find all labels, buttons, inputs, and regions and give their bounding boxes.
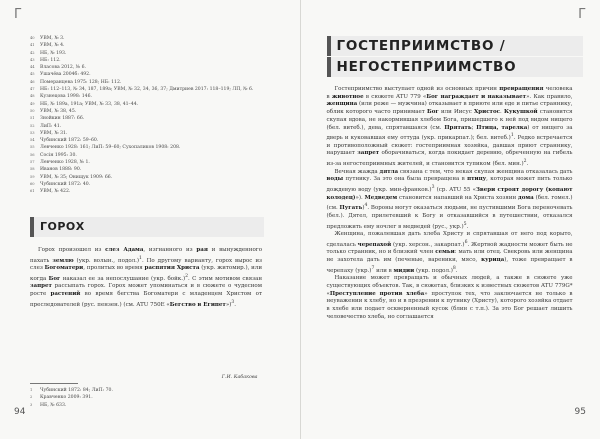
footnote [30, 86, 262, 93]
footnote-number: 55 [30, 145, 35, 150]
footnote [30, 174, 262, 181]
footnote-rule [30, 383, 78, 384]
footnote-number: 54 [30, 138, 35, 143]
footnote-number: 58 [30, 167, 35, 172]
footnote-text: НБ: 112–113, № 34, 187, 189а; УВМ, № 32, 34, 36, 37; Дмитриев 2017: 118–119; ЛП, № 6. [40, 87, 254, 93]
footnote [30, 50, 262, 57]
footnote [30, 181, 262, 188]
footnote-text: УВМ, № 35; Онищук 1909: 66. [40, 174, 113, 180]
footnote-number: 48 [30, 94, 35, 99]
footnote-number: 40 [30, 36, 35, 40]
footnote [30, 35, 262, 42]
footnote-number: 49 [30, 101, 35, 106]
footnote-text: Левченко 1928, № 1. [40, 160, 90, 166]
footnote [30, 101, 262, 108]
footnote [30, 79, 262, 86]
footnote-number: 50 [30, 108, 35, 113]
footnote [30, 144, 262, 151]
page-number-left: 94 [14, 407, 26, 417]
footnote-text: Иванов 1888: 90. [40, 167, 82, 173]
footnote [30, 42, 262, 49]
article-gorokh-body [30, 247, 262, 309]
paragraph: Гостеприимство выступает одной из основных причин превращения человека в животное в сюжете ATU 779 «Бог награждает и наказывает». Как правило, женщина (или реже — мужчина) отказывает в приюте или еде и питье страннику, облик которого часто принимает Бог или Иисус Христос. Кукушкой становится скупая вдова, не накормившая хлебом Бога, пришедшего к ней под видом нищего (бел. витеб.), дева, спрятавшаяся (см. Прятать; Птица, тарелка) от нищего за дверь и куковавшая ему оттуда (укр. прикарпат.); бел. витеб.)$^1$. Редко встречается и противоположный сюжет: гостеприимная хозяйка, давшая приют страннику, нарушает запрет оборачиваться, когда покидает деревню, обреченную на гибель из-за негостеприимных жителей, и становится тупиком (бел. мин.)$^2$. [326, 86, 573, 167]
footnote-number: 51 [30, 116, 35, 121]
article-gostepriimstvo-body [327, 86, 573, 321]
page-number-right: 95 [574, 407, 586, 417]
footnote-text: Чубинский 1872: 84; ЛиП: 70. [40, 388, 113, 393]
right-corner-mark: Г [578, 7, 586, 22]
footnote [30, 152, 262, 159]
footnotes-top [30, 35, 262, 196]
paragraph: Вечная жажда дятла связана с тем, что некая скупая женщина отказалась дать воды путнику. За это она была превращена в птицу, которая может пить только дождевую воду (укр. мин-франков.)$^3$ (ср. ATU 55 «Звери строят дорогу (копают колодец)»). Медведем становится напавший на Христа хозяин дома (бел. гомел.) (см. Пугать)$^4$. Вороны могут оказаться людьми, не пустившими Бога переночевать (бел.). Дятел, прилетевший к Богу и отказавшийся в путешествии, отказался предложить ему ночлег в медведей (рус., укр.)$^5$. [326, 168, 573, 230]
footnote-number: 3 [30, 402, 33, 407]
footnote [30, 71, 262, 78]
footnote [30, 159, 262, 166]
footnote-text: Чубинский 1872: 40. [40, 181, 91, 187]
footnote-text: Сосін 1995: 30. [40, 152, 77, 158]
section-heading [30, 217, 264, 237]
footnote [30, 387, 113, 394]
footnote [30, 137, 262, 144]
footnote [30, 57, 262, 64]
footnote-text: Власова 2012, № 6. [40, 65, 86, 71]
footnote-text: НБ, № 189а, 191а; УВМ, № 33, 38, 41–44. [40, 101, 139, 107]
footnote-number: 1 [30, 388, 33, 392]
footnote-number: 42 [30, 50, 35, 55]
footnotes-bottom [30, 387, 113, 409]
footnote-number: 56 [30, 152, 35, 157]
footnote-number: 60 [30, 181, 35, 186]
footnote [30, 130, 262, 137]
footnote [30, 188, 262, 195]
footnote [30, 93, 262, 100]
footnote [30, 64, 262, 71]
footnote-number: 2 [30, 395, 33, 400]
footnote-text: УВМ, № 38, 45. [40, 108, 77, 114]
footnote-text: УВМ, № 3. [40, 36, 65, 41]
footnote-number: 53 [30, 130, 35, 135]
footnote [30, 108, 262, 115]
paragraph: Наказание может превращать и обычных людей, а также в сюжете уже существующих объектов. Так, в сюжетах, близких к известных сюжетов ATU 779G* «Преступление против хлеба» проступок тех, что заключается не только в неуважении к хлебу, но и в презрении к путнику (Христу), которого хозяйка отдает в хлебе или подает оскверненный кусок (блин с т.п.). За это Бог решает лишить человечество хлеба, но соглашается [326, 275, 573, 320]
footnote-text: НБ, № 193. [40, 50, 67, 56]
footnote-number: 44 [30, 65, 35, 70]
footnote-text: НБ: 112. [40, 57, 61, 63]
footnote-number: 41 [30, 43, 35, 48]
footnote-number: 61 [30, 189, 35, 194]
footnote-number: 46 [30, 79, 35, 84]
section-title: ГОРОХ [40, 220, 85, 233]
left-corner-mark: Г [14, 7, 22, 22]
footnote [30, 123, 262, 130]
paragraph: Горох произошел из слез Адама, изгнанного из рая и вынужденного пахать землю (укр. волын., подол.)$^1$. По другому варианту, горох вырос из слез Богоматери, пролитых во время распятия Христа (укр. житомир.), или когда Бог наказал ее за непослушание (укр. бойк.)$^2$. С этим мотивом связан запрет рассыпать горох. Горох может упоминаться и в сюжете о чудесном росте растений во время бегства Богоматери с младенцем Христом от преследователей (рус. пензен.) (см. ATU 750E «Бегство в Египет»)$^3$. [30, 247, 263, 308]
footnote-number: 57 [30, 160, 35, 165]
footnote-number: 59 [30, 174, 35, 179]
footnote-text: Чубинский 1872: 59–60. [40, 138, 99, 144]
footnote-number: 43 [30, 57, 35, 62]
footnote [30, 166, 262, 173]
footnote-text: УВМ, № 31. [40, 130, 68, 136]
right-page [301, 0, 600, 439]
footnote-number: 45 [30, 72, 35, 77]
article-author: Г.И. Кабакова [221, 375, 258, 380]
article-heading [327, 36, 583, 77]
article-title-line1: ГОСТЕПРИИМСТВО / [327, 36, 583, 56]
footnote-text: НБ, № 633. [40, 402, 67, 408]
footnote-text: Знойкин 1887: 66. [40, 116, 85, 122]
article-title-line2: НЕГОСТЕПРИИМСТВО [327, 57, 583, 77]
footnote [30, 115, 262, 122]
footnote [30, 394, 113, 401]
paragraph: Женщина, пожалевшая дать хлеба Христу и спрятавшая от него под корыто, сделалась черепахой (укр. херсон., закарпат.)$^6$. Жертвой жадности может быть не только странник, но и близкий член семьи: мать или отец. Свекровь или женщина не захотела дать им (печеные, вареники, мясо, курица), тоже превращает в черепаху $(укр.)^7$ или в мидии (укр. подол.)$^8$. [326, 231, 573, 274]
footnote-text: Ушачёва 2004б: 492. [40, 72, 91, 78]
footnote-number: 52 [30, 123, 35, 128]
footnote-text: ЛиП: 41. [40, 123, 62, 129]
footnote-text: Померанцева 1975: 128; НБ: 112. [40, 79, 122, 85]
footnote-text: УВМ, № 422. [40, 189, 71, 195]
footnote [30, 402, 113, 409]
footnote-text: Кравченко 2009: 391. [40, 395, 93, 401]
footnote-text: Левченко 1928: 161; ЛиП: 59–60; Сухопаликов 1908: 208. [40, 145, 181, 151]
footnote-text: УВМ, № 4. [40, 43, 65, 49]
footnote-number: 47 [30, 87, 35, 92]
footnote-text: Кузнецова 1998: 146. [40, 94, 92, 100]
